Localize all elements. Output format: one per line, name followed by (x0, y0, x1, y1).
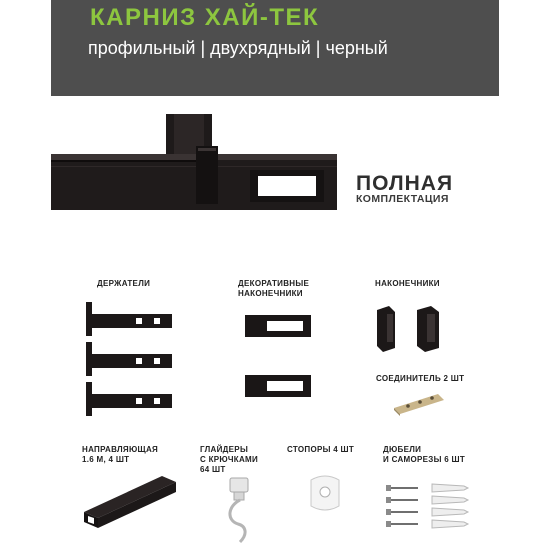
page-title: КАРНИЗ ХАЙ-ТЕК (90, 4, 320, 31)
bracket-icon (84, 300, 179, 418)
fasteners-label: ДЮБЕЛИ И САМОРЕЗЫ 6 ШТ (383, 445, 466, 464)
end-caps-label: НАКОНЕЧНИКИ (375, 279, 440, 288)
gliders-label: ГЛАЙДЕРЫ С КРЮЧКАМИ 64 ШТ (200, 445, 259, 474)
cornice-product-image (0, 96, 550, 236)
stoppers-label: СТОПОРЫ 4 ШТ (287, 445, 355, 454)
end-cap-icon (373, 304, 445, 354)
holders-label: ДЕРЖАТЕЛИ (97, 279, 151, 288)
rail-icon (80, 472, 180, 532)
connector-label: СОЕДИНИТЕЛЬ 2 ШТ (376, 374, 465, 383)
rail-label: НАПРАВЛЯЮЩАЯ 1.6 М, 4 ШТ (82, 445, 159, 464)
page-subtitle: профильный | двухрядный | черный (88, 38, 388, 58)
hero-title: ПОЛНАЯ (356, 172, 454, 195)
decorative-caps-label: ДЕКОРАТИВНЫЕ НАКОНЕЧНИКИ (238, 279, 310, 298)
stopper-icon (305, 470, 345, 516)
glider-hook-icon (220, 476, 260, 548)
screws-dowels-icon (382, 480, 472, 536)
decorative-cap-icon (243, 313, 313, 403)
hero-subtitle: КОМПЛЕКТАЦИЯ (356, 193, 449, 205)
connector-icon (390, 390, 446, 418)
